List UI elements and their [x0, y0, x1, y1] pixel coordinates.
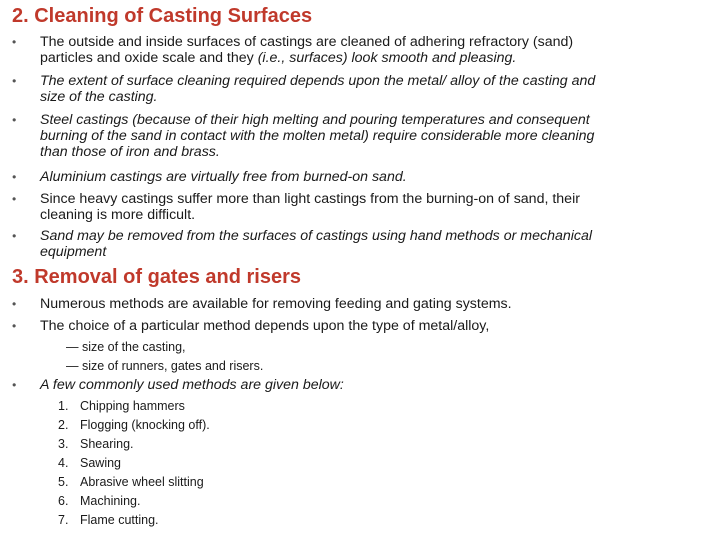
section2-bullet-3: • Steel castings (because of their high melting and pouring temperatures and consequent burning of the sand in contact with the molten metal) require considerable more cleaning than those of iron and brass.	[12, 112, 595, 160]
section2-bullet-2: • The extent of surface cleaning required depends upon the metal/ alloy of the casting and size of the casting.	[12, 73, 596, 105]
bullet-icon: •	[12, 378, 17, 392]
section2-bullet-6: • Sand may be removed from the surfaces of castings using hand methods or mechanical equipment	[12, 228, 593, 260]
method-item: 2. Flogging (knocking off).	[58, 418, 210, 432]
bullet-icon: •	[12, 170, 17, 184]
bullet-icon: •	[12, 74, 17, 88]
bullet-icon: •	[12, 229, 17, 243]
bullet-icon: •	[12, 113, 17, 127]
bullet-icon: •	[12, 319, 17, 333]
method-item: 5. Abrasive wheel slitting	[58, 475, 204, 489]
section3-heading: 3. Removal of gates and risers	[12, 266, 302, 288]
section2-bullet-4: • Aluminium castings are virtually free from burned-on sand.	[12, 169, 407, 185]
method-item: 4. Sawing	[58, 456, 121, 470]
section3-bullet-3: • A few commonly used methods are given below:	[12, 377, 344, 393]
method-item: 3. Shearing.	[58, 437, 134, 451]
section3-bullet-1: • Numerous methods are available for removing feeding and gating systems.	[12, 296, 512, 312]
dash-item: — size of the casting,	[66, 340, 186, 354]
dash-item: — size of runners, gates and risers.	[66, 359, 264, 373]
bullet-icon: •	[12, 35, 17, 49]
bullet-icon: •	[12, 192, 17, 206]
section2-bullet-5: • Since heavy castings suffer more than light castings from the burning-on of sand, their cleaning is more difficult.	[12, 191, 580, 223]
method-item: 6. Machining.	[58, 494, 141, 508]
method-item: 1. Chipping hammers	[58, 399, 185, 413]
method-item: 7. Flame cutting.	[58, 513, 159, 527]
section2-heading: 2. Cleaning of Casting Surfaces	[12, 5, 313, 27]
bullet-icon: •	[12, 297, 17, 311]
section2-bullet-1: • The outside and inside surfaces of castings are cleaned of adhering refractory (sand) particles and oxide scale and they (i.e., surfaces) look smooth and pleasing.	[12, 34, 574, 66]
section3-bullet-2: • The choice of a particular method depends upon the type of metal/alloy,	[12, 318, 490, 334]
